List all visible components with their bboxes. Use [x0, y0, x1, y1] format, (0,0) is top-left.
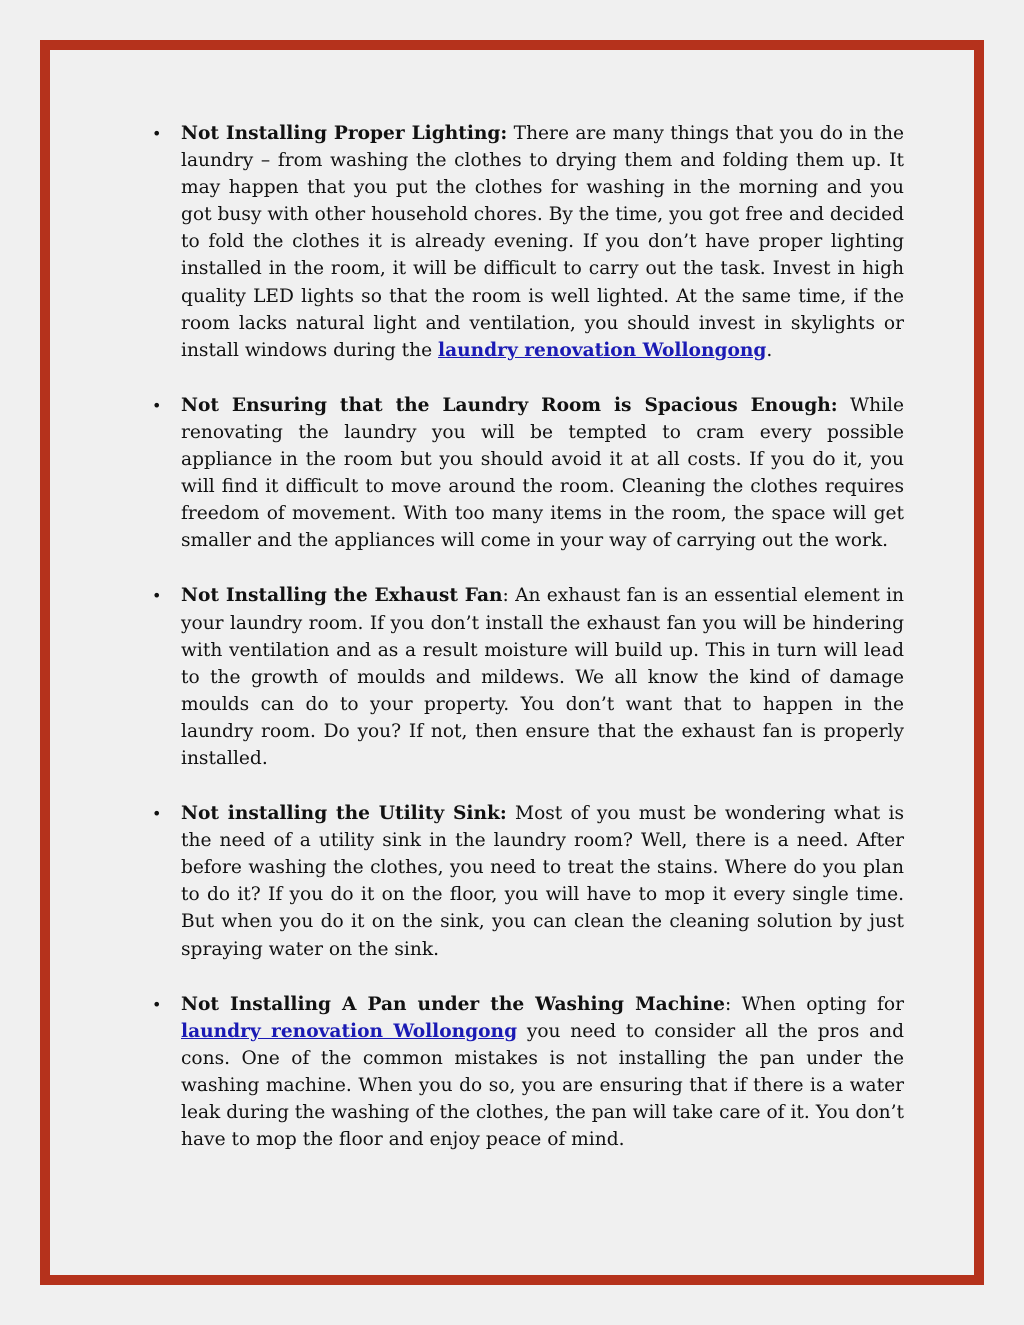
bullet-icon: •: [152, 804, 162, 824]
item-body: : When opting for: [724, 993, 905, 1015]
item-body: While renovating the laundry you will be tempted to cram every possible appliance in the room but you should avoid it at all costs. If you do it, you will find it difficult to move around the room. Cleaning the clothes requires freedom of movement. With too many items in the room, the space will get smaller and the appliances will come in your way of carrying out the work.: [181, 394, 904, 552]
item-body: : An exhaust fan is an essential element in your laundry room. If you don’t install the exhaust fan you will be hindering with ventilation and as a result moisture will build up. This in turn will lead to the growth of moulds and mildews. We all know the kind of damage moulds can do to your property. You don’t want that to happen in the laundry room. Do you? If not, then ensure that the exhaust fan is properly installed.: [181, 585, 904, 769]
item-heading: Not installing the Utility Sink:: [181, 803, 507, 825]
item-heading: Not Installing the Exhaust Fan: [181, 585, 503, 607]
item-heading: Not Installing A Pan under the Washing Machine: [181, 993, 725, 1015]
laundry-renovation-link[interactable]: laundry renovation Wollongong: [438, 339, 767, 361]
bullet-icon: •: [152, 124, 162, 143]
list-item-spacious-room: [148, 392, 904, 555]
laundry-renovation-link[interactable]: laundry renovation Wollongong: [181, 1020, 518, 1042]
item-heading: Not Installing Proper Lighting:: [181, 123, 508, 144]
bullet-icon: •: [152, 586, 162, 606]
list-item-washing-machine-pan: [148, 991, 904, 1154]
item-body: Most of you must be wondering what is the need of a utility sink in the laundry room? Well, there is a need. After before washing the clothes, you need to treat the stains. Where do you plan to do it? If you do it on the floor, you will have to mop it every single time. But when you do it on the sink, you can clean the cleaning solution by just spraying water on the sink.: [181, 803, 905, 960]
list-item-lighting: [148, 120, 904, 364]
item-tail: .: [766, 339, 773, 361]
item-tail: you need to consider all the pros and cons. One of the common mistakes is not installing the pan under the washing machine. When you do so, you are ensuring that if there is a water leak during the washing of the clothes, the pan will take care of it. You don’t have to mop the floor and enjoy peace of mind.: [181, 1020, 905, 1151]
item-body: There are many things that you do in the laundry – from washing the clothes to drying them and folding them up. It may happen that you put the clothes for washing in the morning and you got busy with other household chores. By the time, you got free and decided to fold the clothes it is already evening. If you don’t have proper lighting installed in the room, it will be difficult to carry out the task. Invest in high quality LED lights so that the room is well lighted. At the same time, if the room lacks natural light and ventilation, you should invest in skylights or install windows during the: [181, 123, 905, 361]
list-item-utility-sink: [148, 800, 904, 963]
item-heading: Not Ensuring that the Laundry Room is Spacious Enough:: [181, 394, 838, 416]
mistakes-list: [148, 120, 904, 1181]
list-item-exhaust-fan: [148, 582, 904, 772]
bullet-icon: •: [152, 395, 162, 415]
bullet-icon: •: [152, 994, 162, 1014]
